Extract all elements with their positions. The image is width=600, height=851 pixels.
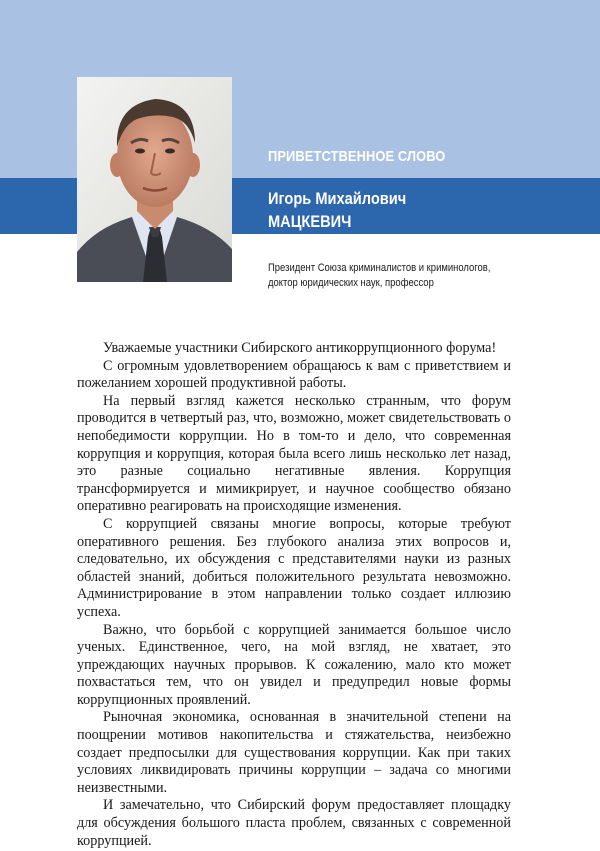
greeting-paragraph: Рыночная экономика, основанная в значительной степени на поощрении мотивов накопительства и стяжательства, неизбежно создает предпосылки для существования коррупции. Как при таких условиях ликвидировать причины коррупции – задача со многими неизвестными. xyxy=(77,709,511,796)
greeting-paragraph: С огромным удовлетворением обращаюсь к вам с приветствием и пожеланием хорошей продуктивной работы. xyxy=(77,357,511,392)
section-title: ПРИВЕТСТВЕННОЕ СЛОВО xyxy=(268,148,446,165)
greeting-paragraph: На первый взгляд кажется несколько странным, что форум проводится в четвертый раз, что, возможно, может свидетельствовать о непобедимости коррупции. Но в том-то и дело, что современная коррупция и коррупция, которая была всего лишь несколько лет назад, это разные социально негативные явления. Коррупция трансформируется и мимикрирует, и научное сообщество обязано оперативно реагировать на происходящие изменения. xyxy=(77,392,511,515)
author-position-line: Президент Союза криминалистов и криминологов, xyxy=(268,262,491,274)
author-position xyxy=(268,261,568,291)
author-portrait-photo xyxy=(77,77,232,282)
author-first-names: Игорь Михайлович xyxy=(268,189,407,208)
greeting-paragraph: Важно, что борьбой с коррупцией занимается большое число ученых. Единственное, чего, на мой взгляд, не хватает, это упреждающих научных прорывов. К сожалению, мало кто может похвастаться тем, что он увидел и предупредил новые формы коррупционных проявлений. xyxy=(77,621,511,708)
author-last-name: МАЦКЕВИЧ xyxy=(268,212,352,231)
greeting-body xyxy=(77,340,511,850)
greeting-paragraph: Уважаемые участники Сибирского антикоррупционного форума! xyxy=(103,340,497,356)
greeting-paragraph: С коррупцией связаны многие вопросы, которые требуют оперативного решения. Без глубокого анализа этих вопросов и, следовательно, их обсуждения с представителями науки из разных областей знаний, добиться положительного результата невозможно. Администрирование в этом направлении только создает иллюзию успеха. xyxy=(77,515,511,620)
author-position-line: доктор юридических наук, профессор xyxy=(268,277,434,289)
greeting-paragraph: И замечательно, что Сибирский форум предоставляет площадку для обсуждения большого пласта проблем, связанных с современной коррупцией. xyxy=(77,797,511,849)
